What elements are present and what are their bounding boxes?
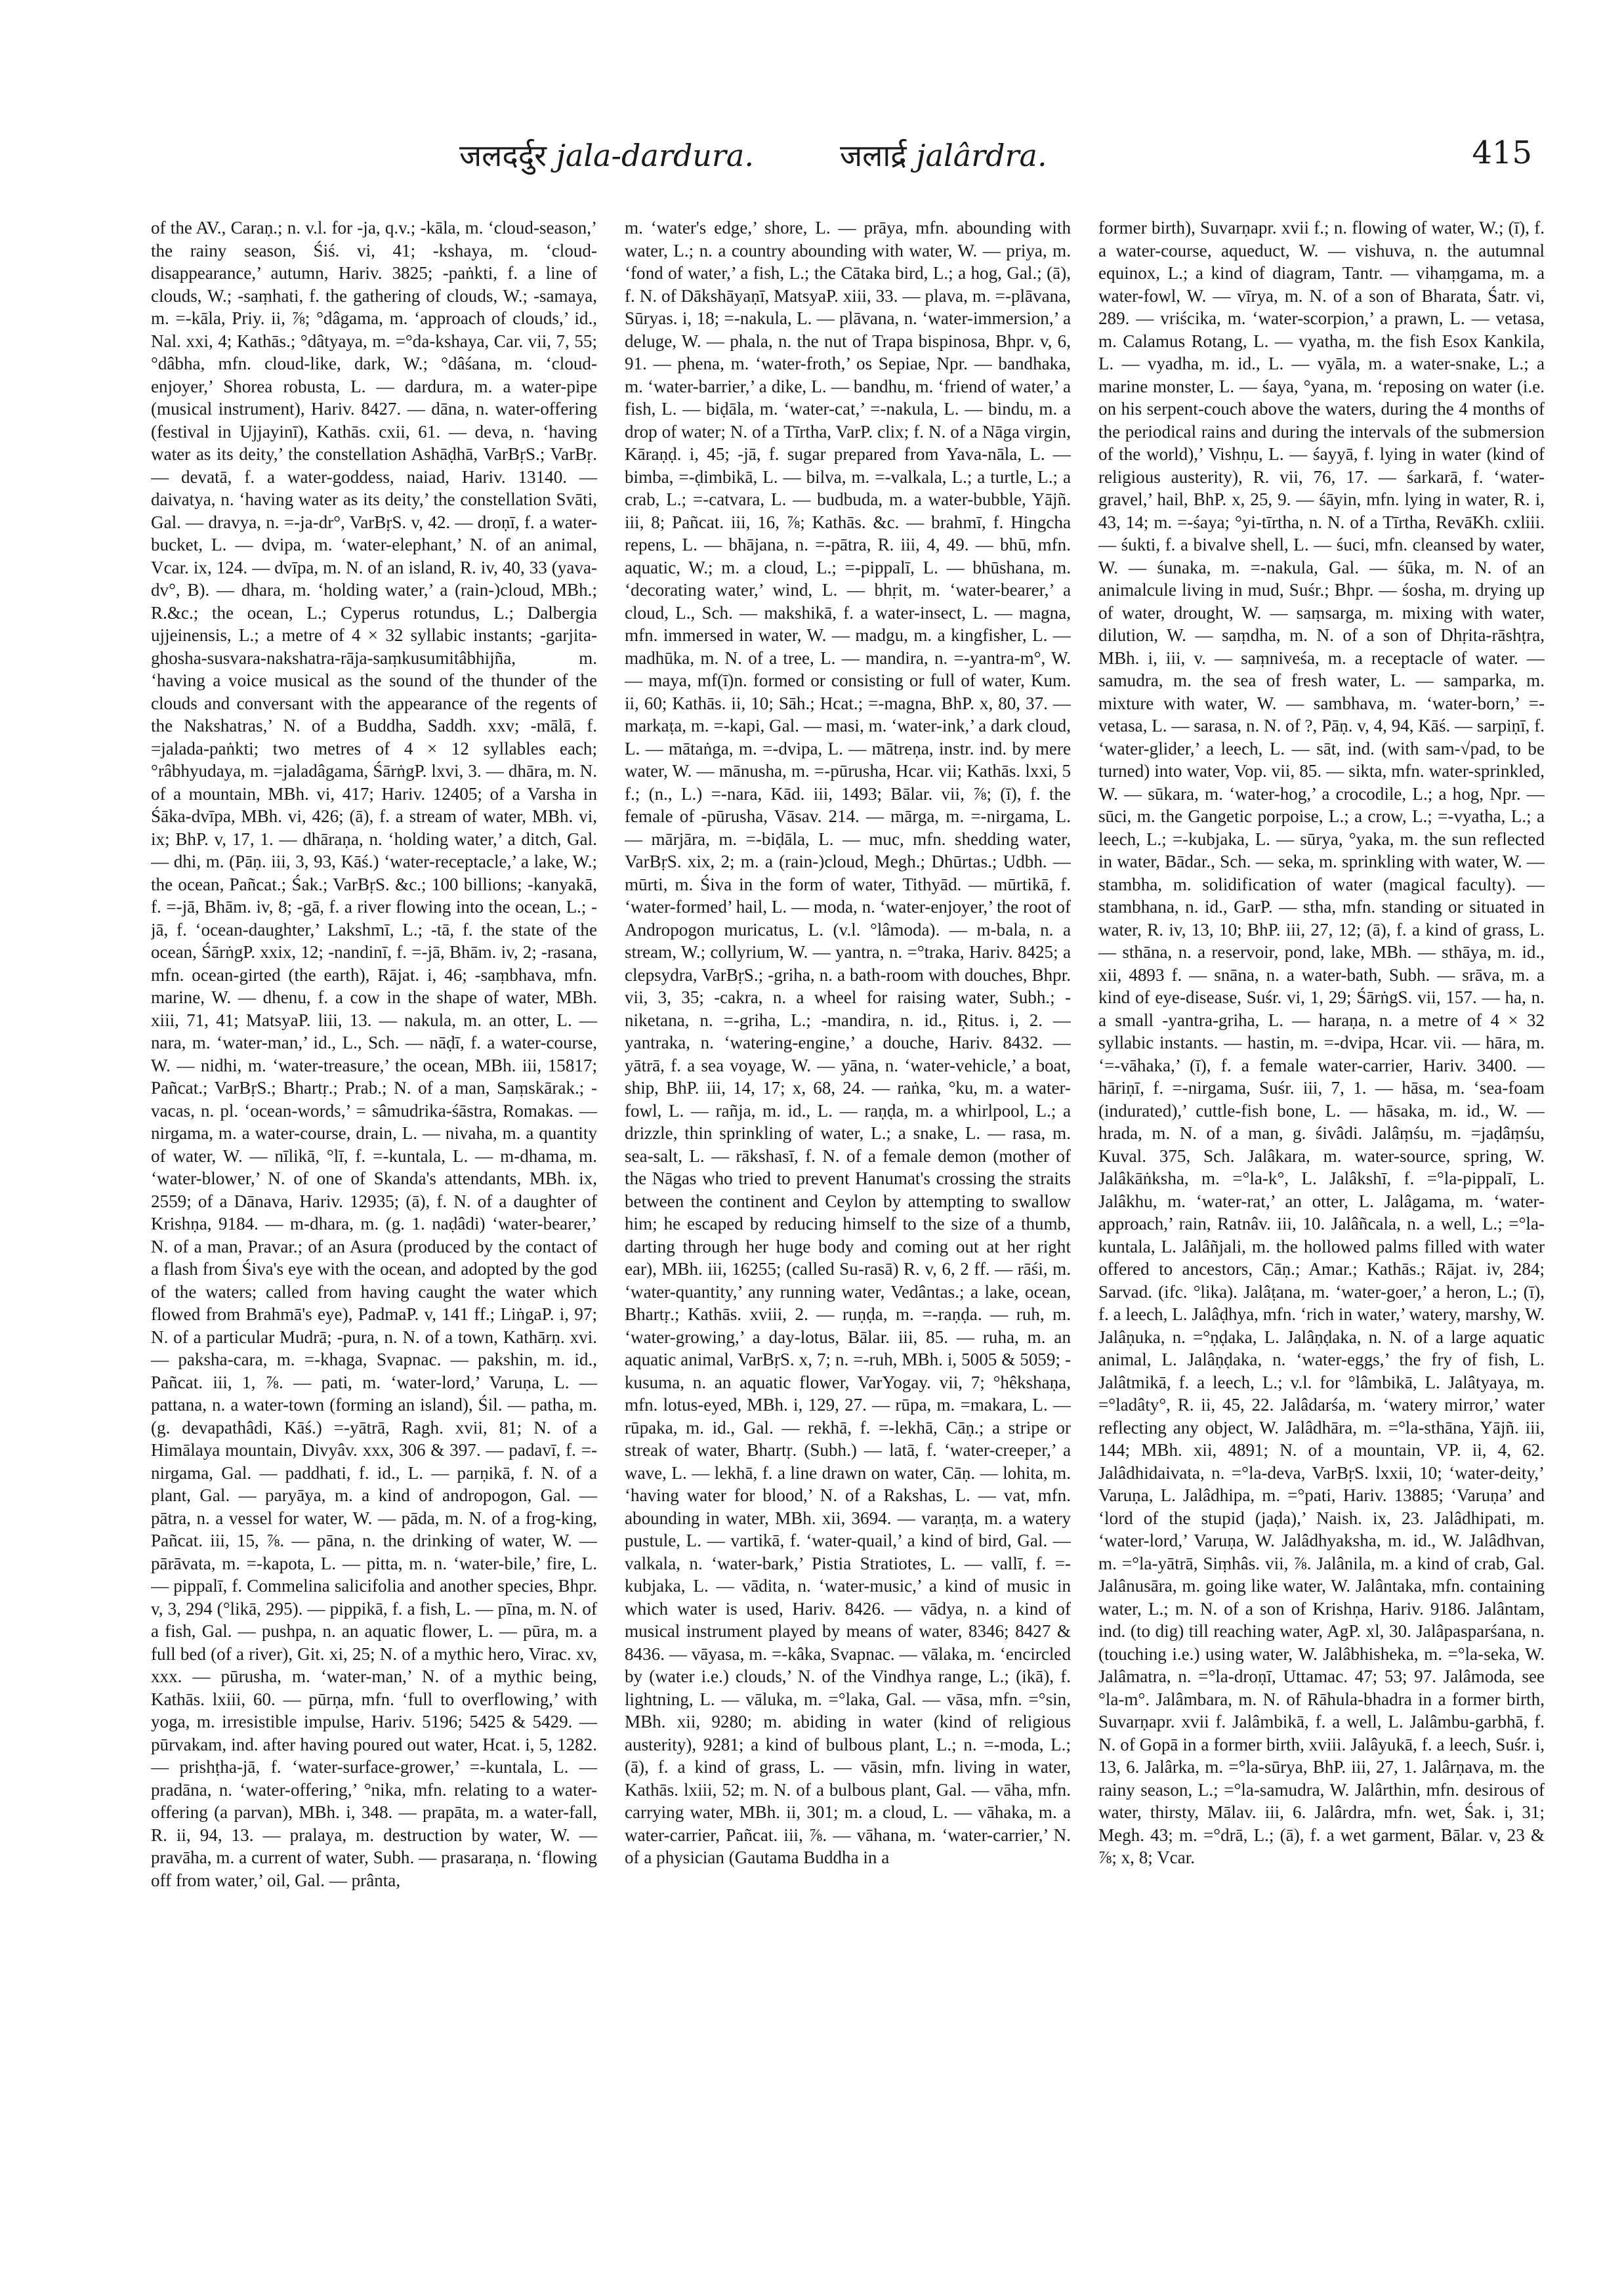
column-3 <box>1098 217 1545 2237</box>
column-3-text: former birth), Suvarṇapr. xvii f.; n. flowing of water, W.; (ī), f. a water-course, aqueduct, W. — vishuva, n. the autumnal equinox, L.; a kind of diagram, Tantr. — vihaṃgama, m. a water-fowl, W. — vīrya, m. N. of a son of Bharata, Śatr. vi, 289. — vriścika, m. ‘water-scorpion,’ a prawn, L. — vetasa, m. Calamus Rotang, L. — vyatha, m. the fish Esox Kankila, L. — vyadha, m. id., L. — vyāla, m. a water-snake, L.; a marine monster, L. — śaya, °yana, m. ‘reposing on water (i.e. on his serpent-couch above the waters, during the 4 months of the periodical rains and during the intervals of the submersion of the world),’ Vishṇu, L. — śayyā, f. lying in water (kind of religious austerity), R. vii, 76, 17. — śarkarā, f. ‘water-gravel,’ hail, BhP. x, 25, 9. — śāyin, mfn. lying in water, R. i, 43, 14; m. =-śaya; °yi-tīrtha, n. N. of a Tīrtha, RevāKh. cxliii. — śukti, f. a bivalve shell, L. — śuci, mfn. cleansed by water, W. — śunaka, m. =-nakula, Gal. — śūka, m. N. of an animalcule living in mud, Suśr.; Bhpr. — śosha, m. drying up of water, drought, W. — saṃsarga, m. mixing with water, dilution, W. — saṃdha, m. N. of a son of Dhṛita-rāshṭra, MBh. i, iii, v. — saṃniveśa, m. a receptacle of water. — samudra, m. the sea of fresh water, L. — samparka, m. mixture with water, W. — sambhava, m. ‘water-born,’ =-vetasa, L. — sarasa, n. N. of ?, Pāṇ. v, 4, 94, Kāś. — sarpiṇī, f. ‘water-glider,’ a leech, L. — sāt, ind. (with sam-√pad, to be turned) into water, Vop. vii, 85. — sikta, mfn. water-sprinkled, W. — sūkara, m. ‘water-hog,’ a crocodile, L.; a hog, Npr. — sūci, m. the Gangetic porpoise, L.; a crow, L.; =-vyatha, L.; a leech, L.; =-kubjaka, L. — sūrya, °yaka, m. the sun reflected in water, Bādar., Sch. — seka, m. sprinkling with water, W. — stambha, m. solidification of water (magical faculty). — stambhana, n. id., GarP. — stha, mfn. standing or situated in water, R. iv, 13, 10; BhP. iii, 27, 12; (ā), f. a kind of grass, L. — sthāna, n. a reservoir, pond, lake, MBh. — sthāya, m. id., xii, 4893 f. — snāna, n. a water-bath, Subh. — srāva, m. a kind of eye-disease, Suśr. vi, 1, 29; ŚārṅgS. vii, 157. — ha, n. a small -yantra-griha, L. — haraṇa, n. a metre of 4 × 32 syllabic instants. — hastin, m. =-dvipa, Hcar. vii. — hāra, m. ‘=-vāhaka,’ (ī), f. a female water-carrier, Hariv. 3400. — hāriṇī, f. =-nirgama, Suśr. iii, 7, 1. — hāsa, m. ‘sea-foam (indurated),’ cuttle-fish bone, L. — hāsaka, m. id., W. — hrada, m. N. of a man, g. śivâdi. Jalâṃśu, m. =jaḍâṃśu, Kuval. 375, Sch. Jalâkara, m. water-source, spring, W. Jalâkāṅksha, m. =°la-k°, L. Jalâkshī, f. =°la-pippalī, L. Jalâkhu, m. ‘water-rat,’ an otter, L. Jalâgama, m. ‘water-approach,’ rain, Ratnâv. iii, 10. Jalâñcala, n. a well, L.; =°la-kuntala, L. Jalâñjali, m. the hollowed palms filled with water offered to ancestors, Cāṇ.; Amar.; Kathās.; Rājat. iv, 284; Sarvad. (ifc. °lika). Jalâṭana, m. ‘water-goer,’ a heron, L.; (ī), f. a leech, L. Jalâḍhya, mfn. ‘rich in water,’ watery, marshy, W. Jalâṇuka, n. =°ṇḍaka, L. Jalâṇḍaka, n. N. of a large aquatic animal, L. Jalâṇḍaka, n. ‘water-eggs,’ the fry of fish, L. Jalâtmikā, f. a leech, L.; v.l. for °lâmbikā, L. Jalâtyaya, m. =°ladâty°, R. ii, 45, 22. Jalâdarśa, m. ‘watery mirror,’ water reflecting any object, W. Jalâdhāra, m. =°la-sthāna, Yājñ. iii, 144; MBh. xii, 4891; N. of a mountain, VP. ii, 4, 62. Jalâdhidaivata, n. =°la-deva, VarBṛS. lxxii, 10; ‘water-deity,’ Varuṇa, L. Jalâdhipa, m. =°pati, Hariv. 13885; ‘Varuṇa’ and ‘lord of the stupid (jaḍa),’ Naish. ix, 23. Jalâdhipati, m. ‘water-lord,’ Varuṇa, W. Jalâdhyaksha, m. id., W. Jalâdhvan, m. =°la-yātrā, Siṃhâs. vii, ⅞. Jalânila, m. a kind of crab, Gal. Jalânusāra, m. going like water, W. Jalântaka, mfn. containing water, L.; m. N. of a son of Krishṇa, Hariv. 9186. Jalântam, ind. (to dig) till reaching water, AgP. xl, 30. Jalâpasparśana, n. (touching i.e.) using water, W. Jalâbhisheka, m. =°la-seka, W. Jalâmatra, n. =°la-droṇī, Uttamac. 47; 53; 97. Jalâmoda, see °la-m°. Jalâmbara, m. N. of Rāhula-bhadra in a former birth, Suvarṇapr. xvii f. Jalâmbikā, f. a well, L. Jalâmbu-garbhā, f. N. of Gopā in a former birth, xviii. Jalâyukā, f. a leech, Suśr. i, 13, 6. Jalârka, m. =°la-sūrya, BhP. iii, 27, 1. Jalârṇava, m. the rainy season, L.; =°la-samudra, W. Jalârthin, mfn. desirous of water, thirsty, Mālav. iii, 6. Jalârdra, mfn. wet, Śak. i, 31; Megh. 43; m. =°drā, L.; (ā), f. a wet garment, Bālar. v, 23 & ⅞; x, 8; Vcar. <box>1098 218 1545 1867</box>
header-right <box>840 134 1047 175</box>
header-left-roman: jala-dardura. <box>556 138 754 173</box>
column-2-text: m. ‘water's edge,’ shore, L. — prāya, mfn. abounding with water, L.; n. a country abounding with water, W. — priya, m. ‘fond of water,’ a fish, L.; the Cātaka bird, L.; a hog, Gal.; (ā), f. N. of Dākshāyaṇī, MatsyaP. xiii, 33. — plava, m. =-plāvana, Sūryas. i, 18; =-nakula, L. — plāvana, n. ‘water-immersion,’ a deluge, W. — phala, n. the nut of Trapa bispinosa, Bhpr. v, 6, 91. — phena, m. ‘water-froth,’ os Sepiae, Npr. — bandhaka, m. ‘water-barrier,’ a dike, L. — bandhu, m. ‘friend of water,’ a fish, L. — biḍāla, m. ‘water-cat,’ =-nakula, L. — bindu, m. a drop of water; N. of a Tīrtha, VarP. clix; f. N. of a Nāga virgin, Kāraṇḍ. i, 45; -jā, f. sugar prepared from Yava-nāla, L. — bimba, =-ḍimbikā, L. — bilva, m. =-valkala, L.; a turtle, L.; a crab, L.; =-catvara, L. — budbuda, m. a water-bubble, Yājñ. iii, 8; Pañcat. iii, 16, ⅞; Kathās. &c. — brahmī, f. Hingcha repens, L. — bhājana, n. =-pātra, R. iii, 4, 49. — bhū, mfn. aquatic, W.; m. a cloud, L.; =-pippalī, L. — bhūshana, m. ‘decorating water,’ wind, L. — bhṛit, m. ‘water-bearer,’ a cloud, L., Sch. — makshikā, f. a water-insect, L. — magna, mfn. immersed in water, W. — madgu, m. a kingfisher, L. — madhūka, m. N. of a tree, L. — mandira, n. =-yantra-m°, W. — maya, mf(ī)n. formed or consisting or full of water, Kum. ii, 60; Kathās. ii, 10; Sāh.; Hcat.; =-magna, BhP. x, 80, 37. — markaṭa, m. =-kapi, Gal. — masi, m. ‘water-ink,’ a dark cloud, L. — mātaṅga, m. =-dvipa, L. — mātreṇa, instr. ind. by mere water, W. — mānusha, m. =-pūrusha, Hcar. vii; Kathās. lxxi, 5 f.; (n., L.) =-nara, Kād. iii, 1493; Bālar. vii, ⅞; (ī), f. the female of -pūrusha, Vāsav. 214. — mārga, m. =-nirgama, L. — mārjāra, m. =-biḍāla, L. — muc, mfn. shedding water, VarBṛS. xix, 2; m. a (rain-)cloud, Megh.; Dhūrtas.; Udbh. — mūrti, m. Śiva in the form of water, Tithyād. — mūrtikā, f. ‘water-formed’ hail, L. — moda, n. ‘water-enjoyer,’ the root of Andropogon muricatus, L. (v.l. °lâmoda). — m-bala, n. a stream, W.; collyrium, W. — yantra, n. =°traka, Hariv. 8425; a clepsydra, VarBṛS.; -griha, n. a bath-room with douches, Bhpr. vii, 3, 35; -cakra, n. a wheel for raising water, Subh.; -niketana, n. =-griha, L.; -mandira, n. id., Ṛitus. i, 2. — yantraka, n. ‘watering-engine,’ a douche, Hariv. 8432. — yātrā, f. a sea voyage, W. — yāna, n. ‘water-vehicle,’ a boat, ship, BhP. iii, 14, 17; x, 68, 24. — raṅka, °ku, m. a water-fowl, L. — rañja, m. id., L. — raṇḍa, m. a whirlpool, L.; a drizzle, thin sprinkling of water, L.; a snake, L. — rasa, m. sea-salt, L. — rākshasī, f. N. of a female demon (mother of the Nāgas who tried to prevent Hanumat's crossing the straits between the continent and Ceylon by attempting to swallow him; he escaped by reducing himself to the size of a thumb, darting through her huge body and coming out at her right ear), MBh. iii, 16255; (called Su-rasā) R. v, 6, 2 ff. — rāśi, m. ‘water-quantity,’ any running water, Vedântas.; a lake, ocean, Bhartṛ.; Kathās. xviii, 2. — ruṇḍa, m. =-raṇḍa. — ruh, m. ‘water-growing,’ a day-lotus, Bālar. iii, 85. — ruha, m. an aquatic animal, VarBṛS. x, 7; n. =-ruh, MBh. i, 5005 & 5059; -kusuma, n. an aquatic flower, VarYogay. vii, 7; °hêkshaṇa, mfn. lotus-eyed, MBh. i, 129, 27. — rūpa, m. =makara, L. — rūpaka, m. id., Gal. — rekhā, f. =-lekhā, Cāṇ.; a stripe or streak of water, Bhartṛ. (Subh.) — latā, f. ‘water-creeper,’ a wave, L. — lekhā, f. a line drawn on water, Cāṇ. — lohita, m. ‘having water for blood,’ N. of a Rakshas, L. — vat, mfn. abounding in water, MBh. xii, 3694. — varaṇṭa, m. a watery pustule, L. — vartikā, f. ‘water-quail,’ a kind of bird, Gal. — valkala, n. ‘water-bark,’ Pistia Stratiotes, L. — vallī, f. =-kubjaka, L. — vādita, n. ‘water-music,’ a kind of music in which water is used, Hariv. 8426. — vādya, n. a kind of musical instrument played by means of water, 8346; 8427 & 8436. — vāyasa, m. =-kâka, Svapnac. — vālaka, m. ‘encircled by (water i.e.) clouds,’ N. of the Vindhya range, L.; (ikā), f. lightning, L. — vāluka, m. =°laka, Gal. — vāsa, mfn. =°sin, MBh. xii, 9280; m. abiding in water (kind of religious austerity), 9281; a kind of bulbous plant, L.; n. =-moda, L.; (ā), f. a kind of grass, L. — vāsin, mfn. living in water, Kathās. lxiii, 52; m. N. of a bulbous plant, Gal. — vāha, mfn. carrying water, MBh. ii, 301; m. a cloud, L. — vāhaka, m. a water-carrier, Pañcat. iii, ⅞. — vāhana, m. ‘water-carrier,’ N. of a physician (Gautama Buddha in a <box>625 218 1071 1867</box>
header-right-devanagari: जलार्द्र <box>840 138 907 173</box>
dictionary-body <box>151 217 1545 2237</box>
page-number: 415 <box>1472 134 1532 171</box>
column-1 <box>151 217 597 2237</box>
running-header <box>151 134 1532 187</box>
column-2 <box>625 217 1071 2237</box>
column-1-text: of the AV., Caraṇ.; n. v.l. for -ja, q.v.; -kāla, m. ‘cloud-season,’ the rainy season, Śiś. vi, 41; -kshaya, m. ‘cloud-disappearance,’ autumn, Hariv. 3825; -paṅkti, f. a line of clouds, W.; -saṃhati, f. the gathering of clouds, W.; -samaya, m. =-kāla, Priy. ii, ⅞; °dâgama, m. ‘approach of clouds,’ id., Nal. xxi, 4; Kathās.; °dâtyaya, m. =°da-kshaya, Car. vii, 7, 55; °dâbha, mfn. cloud-like, dark, W.; °dâśana, m. ‘cloud-enjoyer,’ Shorea robusta, L. — dardura, m. a water-pipe (musical instrument), Hariv. 8427. — dāna, n. water-offering (festival in Ujjayinī), Kathās. cxii, 61. — deva, n. ‘having water as its deity,’ the constellation Ashāḍhā, VarBṛS.; VarBṛ. — devatā, f. a water-goddess, naiad, Hariv. 13140. — daivatya, n. ‘having water as its deity,’ the constellation Svāti, Gal. — dravya, n. =-ja-dr°, VarBṛS. v, 42. — droṇī, f. a water-bucket, L. — dvipa, m. ‘water-elephant,’ N. of an animal, Vcar. ix, 124. — dvīpa, m. N. of an island, R. iv, 40, 33 (yava-dv°, B). — dhara, m. ‘holding water,’ a (rain-)cloud, MBh.; R.&c.; the ocean, L.; Cyperus rotundus, L.; Dalbergia ujjeinensis, L.; a metre of 4 × 32 syllabic instants; -garjita-ghosha-susvara-nakshatra-rāja-saṃkusumitâbhijña, m. ‘having a voice musical as the sound of the thunder of the clouds and conversant with the appearance of the regents of the Nakshatras,’ N. of a Buddha, Saddh. xxv; -mālā, f. =jalada-paṅkti; two metres of 4 × 12 syllables each; °râbhyudaya, m. =jaladâgama, ŚārṅgP. lxvi, 3. — dhāra, m. N. of a mountain, MBh. vi, 417; Hariv. 12405; of a Varsha in Śāka-dvīpa, MBh. vi, 426; (ā), f. a stream of water, MBh. vi, ix; BhP. v, 17, 1. — dhāraṇa, n. ‘holding water,’ a ditch, Gal. — dhi, m. (Pāṇ. iii, 3, 93, Kāś.) ‘water-receptacle,’ a lake, W.; the ocean, Pañcat.; Śak.; VarBṛS. &c.; 100 billions; -kanyakā, f. =-jā, Bhām. iv, 8; -gā, f. a river flowing into the ocean, L.; -jā, f. ‘ocean-daughter,’ Lakshmī, L.; -tā, f. the state of the ocean, ŚārṅgP. xxix, 12; -nandinī, f. =-jā, Bhām. iv, 2; -rasana, mfn. ocean-girted (the earth), Rājat. i, 46; -saṃbhava, mfn. marine, W. — dhenu, f. a cow in the shape of water, MBh. xiii, 71, 41; MatsyaP. liii, 13. — nakula, m. an otter, L. — nara, m. ‘water-man,’ id., L., Sch. — nāḍī, f. a water-course, W. — nidhi, m. ‘water-treasure,’ the ocean, MBh. iii, 15817; Pañcat.; VarBṛS.; Bhartṛ.; Prab.; N. of a man, Saṃskārak.; -vacas, n. pl. ‘ocean-words,’ = sâmudrika-śāstra, Romakas. — nirgama, m. a water-course, drain, L. — nivaha, m. a quantity of water, W. — nīlikā, °lī, f. =-kuntala, L. — m-dhama, m. ‘water-blower,’ N. of one of Skanda's attendants, MBh. ix, 2559; of a Dānava, Hariv. 12935; (ā), f. N. of a daughter of Krishṇa, 9184. — m-dhara, m. (g. 1. naḍâdi) ‘water-bearer,’ N. of a man, Pravar.; of an Asura (produced by the contact of a flash from Śiva's eye with the ocean, and adopted by the god of the waters; called from having caught the water which flowed from Brahmā's eye), PadmaP. v, 141 ff.; LiṅgaP. i, 97; N. of a particular Mudrā; -pura, n. N. of a town, Kathārṇ. xvi. — paksha-cara, m. =-khaga, Svapnac. — pakshin, m. id., Pañcat. iii, 1, ⅞. — pati, m. ‘water-lord,’ Varuṇa, L. — pattana, n. a water-town (forming an island), Śil. — patha, m. (g. devapathâdi, Kāś.) =-yātrā, Ragh. xvii, 81; N. of a Himālaya mountain, Divyâv. xxx, 306 & 397. — padavī, f. =-nirgama, Gal. — paddhati, f. id., L. — parṇikā, f. N. of a plant, Gal. — paryāya, m. a kind of andropogon, Gal. — pātra, n. a vessel for water, W. — pāda, m. N. of a frog-king, Pañcat. iii, 15, ⅞. — pāna, n. the drinking of water, W. — pārāvata, m. =-kapota, L. — pitta, m. n. ‘water-bile,’ fire, L. — pippalī, f. Commelina salicifolia and another species, Bhpr. v, 3, 294 (°likā, 295). — pippikā, f. a fish, L. — pīna, m. N. of a fish, Gal. — pushpa, n. an aquatic flower, L. — pūra, m. a full bed (of a river), Git. xi, 25; N. of a mythic hero, Virac. xv, xxx. — pūrusha, m. ‘water-man,’ N. of a mythic being, Kathās. lxiii, 60. — pūrṇa, mfn. ‘full to overflowing,’ with yoga, m. irresistible impulse, Hariv. 5196; 5425 & 5429. — pūrvakam, ind. after having poured out water, Hcat. i, 5, 1282. — prishṭha-jā, f. ‘water-surface-grower,’ =-kuntala, L. — pradāna, n. ‘water-offering,’ °nika, mfn. relating to a water-offering (a parvan), MBh. i, 348. — prapāta, m. a water-fall, R. ii, 94, 13. — pralaya, m. destruction by water, W. — pravāha, m. a current of water, Subh. — prasaraṇa, n. ‘flowing off from water,’ oil, Gal. — prânta, <box>151 218 597 1890</box>
header-right-roman: jalârdra. <box>916 138 1047 173</box>
header-left-devanagari: जलदर्दुर <box>459 138 547 173</box>
header-left <box>459 134 754 175</box>
